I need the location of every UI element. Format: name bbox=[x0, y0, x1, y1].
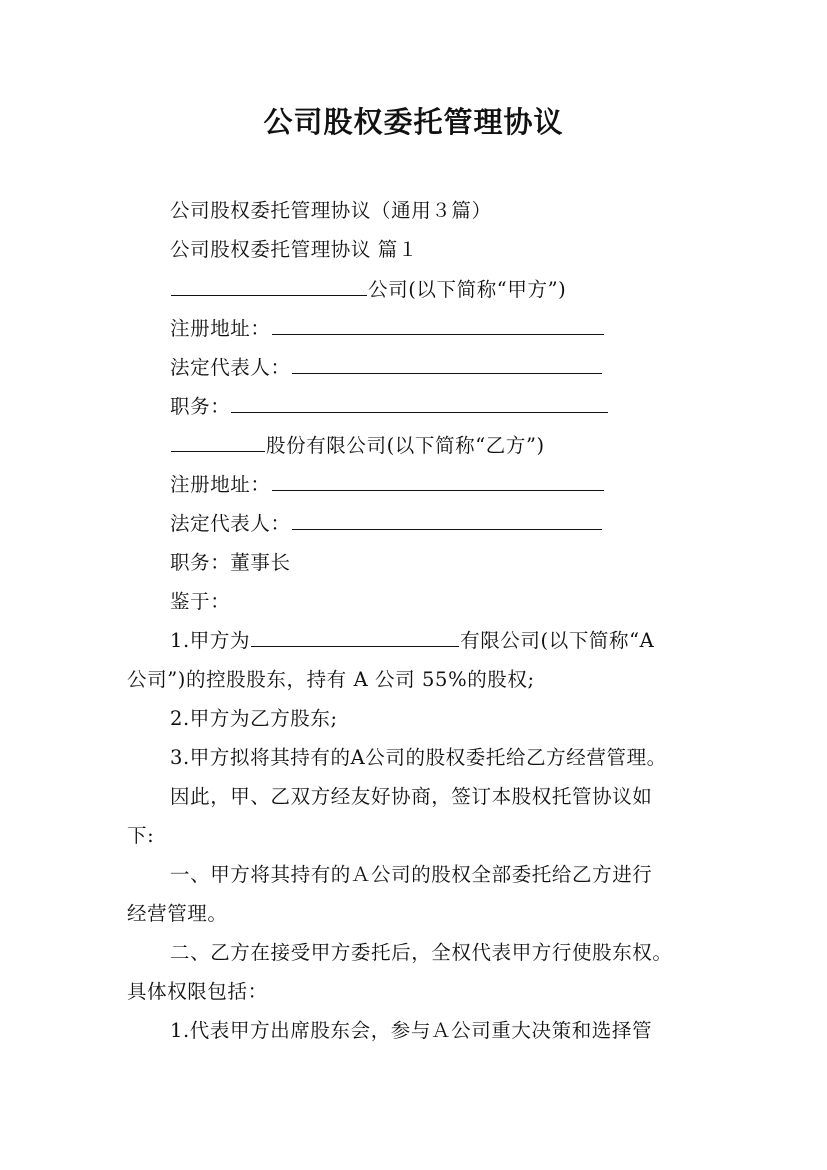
party-b-address-label: 注册地址： bbox=[170, 473, 271, 496]
party-b-line bbox=[170, 433, 720, 459]
recital-1-continued: 公司”)的控股股东，持有 A 公司 55%的股权; bbox=[127, 668, 535, 691]
party-b-representative-label: 法定代表人： bbox=[170, 512, 291, 535]
party-b-address-line bbox=[170, 472, 720, 498]
party-a-position-line bbox=[170, 394, 720, 420]
agreement-intro-continued: 下: bbox=[127, 824, 155, 847]
recital-1-company-blank bbox=[251, 628, 459, 647]
subtitle-line: 公司股权委托管理协议（通用３篇） bbox=[170, 199, 492, 222]
clause-1-line: 一、甲方将其持有的Ａ公司的股权全部委托给乙方进行 bbox=[170, 863, 653, 886]
party-a-address-blank bbox=[272, 316, 604, 335]
party-a-position-blank bbox=[231, 394, 608, 413]
party-a-name-blank bbox=[171, 277, 367, 296]
party-a-address-label: 注册地址： bbox=[170, 317, 271, 340]
recital-2-line: 2.甲方为乙方股东; bbox=[170, 707, 338, 730]
party-b-address-blank bbox=[272, 472, 604, 491]
recital-1-suffix: 有限公司(以下简称“A bbox=[460, 629, 655, 652]
clause-2-line: 二、乙方在接受甲方委托后，全权代表甲方行使股东权。 bbox=[170, 941, 673, 964]
party-a-representative-line bbox=[170, 355, 720, 381]
section-heading: 公司股权委托管理协议 篇１ bbox=[170, 238, 418, 261]
clause-2-item-1-line: 1.代表甲方出席股东会，参与Ａ公司重大决策和选择管 bbox=[170, 1019, 653, 1042]
party-a-line bbox=[170, 277, 720, 303]
party-a-position-label: 职务： bbox=[170, 395, 231, 418]
whereas-heading: 鉴于： bbox=[170, 590, 231, 613]
party-a-address-line bbox=[170, 316, 720, 342]
party-a-representative-blank bbox=[292, 355, 602, 374]
document-title: 公司股权委托管理协议 bbox=[263, 105, 564, 139]
party-b-representative-blank bbox=[292, 511, 602, 530]
party-b-position-line: 职务：董事长 bbox=[170, 551, 291, 574]
party-b-representative-line bbox=[170, 511, 720, 537]
party-a-label: 公司(以下简称“甲方”) bbox=[368, 278, 567, 301]
recital-1-line bbox=[170, 628, 720, 654]
clause-1-continued: 经营管理。 bbox=[127, 902, 228, 925]
party-a-representative-label: 法定代表人： bbox=[170, 356, 291, 379]
recital-1-prefix: 1.甲方为 bbox=[170, 629, 251, 652]
party-b-label: 股份有限公司(以下简称“乙方”) bbox=[266, 434, 545, 457]
clause-2-continued: 具体权限包括： bbox=[127, 980, 268, 1003]
recital-3-line: 3.甲方拟将其持有的A公司的股权委托给乙方经营管理。 bbox=[170, 746, 667, 769]
agreement-intro-line: 因此，甲、乙双方经友好协商，签订本股权托管协议如 bbox=[170, 785, 653, 808]
party-b-name-blank bbox=[171, 433, 265, 452]
